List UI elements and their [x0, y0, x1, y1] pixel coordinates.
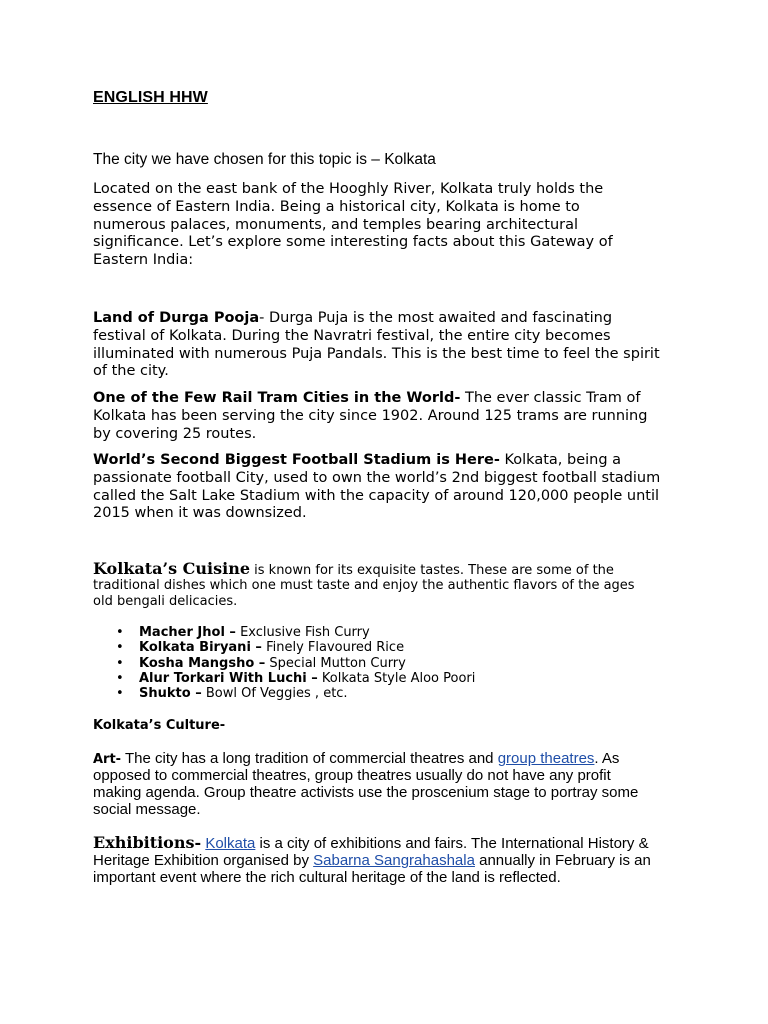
- fact-football-stadium: [93, 452, 693, 523]
- dish-name: Kosha Mangsho –: [139, 655, 266, 671]
- art-text: . As: [594, 750, 620, 767]
- page-title: ENGLISH HHW: [93, 89, 208, 106]
- list-item: [93, 625, 475, 640]
- bullet: •: [116, 655, 124, 671]
- list-item: [93, 686, 475, 701]
- fact-text: Kolkata, being a: [499, 452, 622, 468]
- fact-text: The ever classic Tram of: [460, 390, 641, 406]
- dish-desc: Bowl Of Veggies , etc.: [201, 686, 348, 702]
- intro-line: essence of Eastern India. Being a historical city, Kolkata is home to: [93, 198, 580, 215]
- fact-text: Kolkata has been serving the city since 1902. Around 125 trams are running: [93, 407, 648, 424]
- exhibitions-text: annually in February is an: [474, 852, 651, 869]
- art-text: making agenda. Group theatre activists use the proscenium stage to portray some: [93, 784, 639, 802]
- fact-text: illuminated with numerous Puja Pandals. This is the best time to feel the spirit: [93, 345, 660, 362]
- fact-heading: World’s Second Biggest Football Stadium is Here-: [93, 452, 500, 468]
- dish-desc: Finely Flavoured Rice: [261, 640, 405, 656]
- bullet: •: [116, 670, 124, 686]
- dish-name: Shukto –: [139, 686, 202, 702]
- fact-text: by covering 25 routes.: [93, 425, 257, 442]
- dish-desc: Special Mutton Curry: [265, 655, 406, 671]
- exhibitions-paragraph: [93, 834, 693, 886]
- exhibitions-text: Heritage Exhibition organised by: [93, 852, 314, 869]
- cuisine-text: old bengali delicacies.: [93, 593, 238, 609]
- culture-heading: Kolkata’s Culture-: [93, 718, 226, 733]
- fact-heading: Land of Durga Pooja: [93, 310, 260, 326]
- list-item: [93, 656, 475, 671]
- art-text: opposed to commercial theatres, group theatres usually do not have any profit: [93, 767, 611, 785]
- topic-line: The city we have chosen for this topic is – Kolkata: [93, 151, 436, 168]
- dish-name: Kolkata Biryani –: [139, 640, 262, 656]
- list-item: [93, 671, 475, 686]
- cuisine-paragraph: [93, 561, 693, 609]
- fact-durga-pooja: [93, 310, 693, 381]
- fact-text: called the Salt Lake Stadium with the capacity of around 120,000 people until: [93, 487, 660, 504]
- exhibitions-label: Exhibitions-: [93, 833, 202, 852]
- fact-heading: One of the Few Rail Tram Cities in the World-: [93, 390, 461, 406]
- exhibitions-text: important event where the rich cultural heritage of the land is reflected.: [93, 869, 561, 886]
- sabarna-sangrahashala-link[interactable]: Sabarna Sangrahashala: [313, 852, 475, 869]
- dish-name: Alur Torkari With Luchi –: [139, 670, 318, 686]
- group-theatres-link[interactable]: group theatres: [497, 750, 595, 767]
- art-label: Art-: [93, 752, 122, 767]
- fact-text: passionate football City, used to own the world’s 2nd biggest football stadium: [93, 469, 661, 486]
- intro-line: numerous palaces, monuments, and temples bearing architectural: [93, 216, 579, 233]
- dish-desc: Kolkata Style Aloo Poori: [317, 670, 476, 686]
- intro-paragraph: [93, 181, 693, 270]
- dish-list: [93, 625, 475, 701]
- exhibitions-text: is a city of exhibitions and fairs. The International History &: [255, 835, 649, 852]
- dish-desc: Exclusive Fish Curry: [235, 625, 370, 640]
- fact-text: of the city.: [93, 363, 169, 380]
- cuisine-text: is known for its exquisite tastes. These are some of the: [250, 563, 614, 578]
- art-paragraph: [93, 750, 693, 818]
- intro-line: significance. Let’s explore some interesting facts about this Gateway of: [93, 234, 613, 251]
- fact-text: 2015 when it was downsized.: [93, 505, 307, 522]
- fact-text: - Durga Puja is the most awaited and fascinating: [259, 310, 613, 326]
- fact-rail-tram: [93, 390, 693, 443]
- intro-line: Eastern India:: [93, 252, 194, 269]
- intro-line: Located on the east bank of the Hooghly River, Kolkata truly holds the: [93, 181, 604, 197]
- bullet: •: [116, 640, 124, 656]
- cuisine-text: traditional dishes which one must taste and enjoy the authentic flavors of the ages: [93, 578, 635, 594]
- dish-name: Macher Jhol –: [139, 625, 236, 640]
- bullet: •: [116, 625, 124, 640]
- fact-text: festival of Kolkata. During the Navratri festival, the entire city becomes: [93, 327, 611, 344]
- kolkata-link[interactable]: Kolkata: [205, 835, 256, 852]
- bullet: •: [116, 686, 124, 702]
- cuisine-heading: Kolkata’s Cuisine: [93, 559, 251, 578]
- list-item: [93, 640, 475, 655]
- art-text: The city has a long tradition of commercial theatres and: [121, 750, 498, 767]
- art-text: social message.: [93, 801, 201, 819]
